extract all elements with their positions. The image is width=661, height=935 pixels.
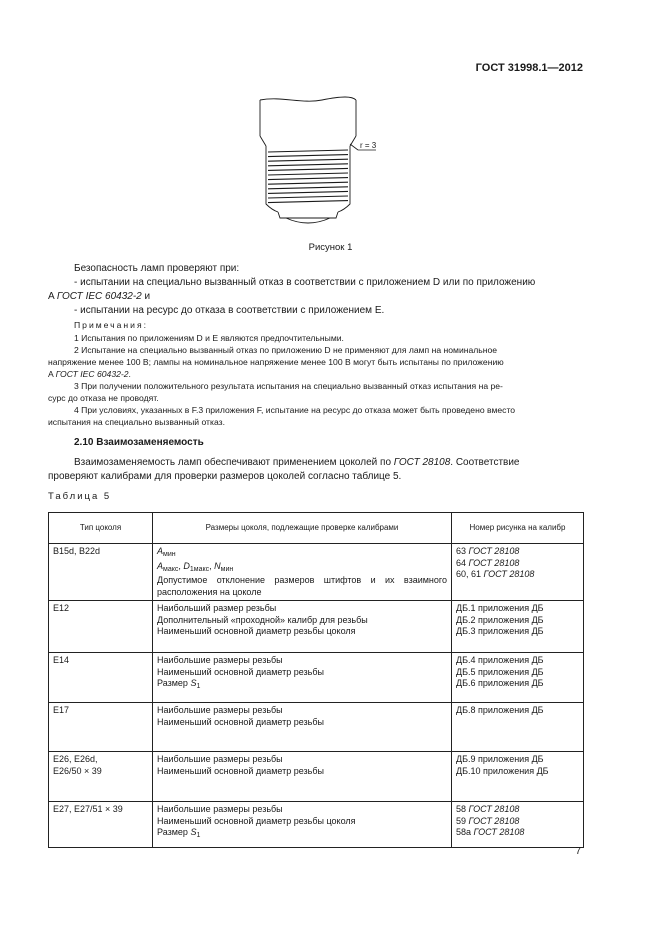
note-2-line-1: 2 Испытание на специально вызванный отказ по приложению D не применяют для ламп на номинальное — [74, 345, 498, 355]
thread-line — [268, 164, 348, 166]
cap-type-cell: E12 — [49, 601, 153, 653]
table-row — [49, 802, 584, 848]
table-row — [49, 752, 584, 802]
table-header-row — [49, 513, 584, 544]
cap-type-cell: E26, E26d, E26/50 × 39 — [49, 752, 153, 802]
section-para-line-1: Взаимозаменяемость ламп обеспечивают применением цоколей по ГОСТ 28108. Соответствие — [74, 457, 520, 468]
cap-type-cell: E27, E27/51 × 39 — [49, 802, 153, 848]
figure-ref-cell: 63 ГОСТ 28108 64 ГОСТ 28108 60, 61 ГОСТ 28108 — [452, 544, 584, 601]
thread-line — [268, 182, 348, 184]
page-number: 7 — [575, 846, 581, 857]
table-row — [49, 601, 584, 653]
thread-line — [268, 173, 348, 175]
cap-type-cell: E14 — [49, 653, 153, 703]
document-id: ГОСТ 31998.1—2012 — [475, 62, 583, 74]
thread-line — [268, 187, 348, 189]
table-row — [49, 703, 584, 752]
note-2-line-3: A ГОСТ IEC 60432-2. — [48, 369, 131, 379]
column-header-type: Тип цоколя — [49, 513, 153, 544]
thread-line — [268, 201, 348, 203]
thread-line — [268, 155, 348, 157]
thread-line — [268, 150, 348, 152]
figure-ref-cell: ДБ.1 приложения ДБ ДБ.2 приложения ДБ ДБ.3 приложения ДБ — [452, 601, 584, 653]
note-4-line-1: 4 При условиях, указанных в F.3 приложения F, испытание на ресурс до отказа может быть проведено вместо — [74, 405, 516, 415]
note-3-line-1: 3 При получении положительного результата испытания на специально вызванный отказ испытания на ре- — [74, 381, 503, 391]
notes-title: Примечания: — [74, 320, 149, 330]
lamp-cap-drawing — [252, 92, 382, 232]
intro-line-1: Безопасность ламп проверяют при: — [74, 263, 240, 274]
dimensions-cell: Наибольшие размеры резьбы Наименьший основной диаметр резьбы — [153, 752, 452, 802]
intro-line-4: - испытании на ресурс до отказа в соответствии с приложением E. — [74, 305, 385, 316]
section-title: 2.10 Взаимозаменяемость — [74, 437, 204, 448]
figure-ref-cell: 58 ГОСТ 28108 59 ГОСТ 28108 58а ГОСТ 28108 — [452, 802, 584, 848]
cap-type-cell: E17 — [49, 703, 153, 752]
thread-line — [268, 178, 348, 180]
thread-line — [268, 196, 348, 198]
figure-caption: Рисунок 1 — [308, 242, 353, 253]
intro-line-3: A ГОСТ IEC 60432-2 и — [48, 291, 151, 302]
figure-ref-cell: ДБ.8 приложения ДБ — [452, 703, 584, 752]
radius-label: r = 3 — [360, 141, 377, 150]
note-1: 1 Испытания по приложениям D и E являются предпочтительными. — [74, 333, 344, 343]
note-3-line-2: сурс до отказа не проводят. — [48, 393, 159, 403]
thread-line — [268, 168, 348, 170]
thread-line — [268, 191, 348, 193]
cap-type-cell: B15d, B22d — [49, 544, 153, 601]
dimensions-cell: Наибольшие размеры резьбы Наименьший основной диаметр резьбы Размер $S_1$ — [153, 653, 452, 703]
column-header-dimensions: Размеры цоколя, подлежащие проверке калибрами — [153, 513, 452, 544]
table-row — [49, 653, 584, 703]
column-header-figure: Номер рисунка на калибр — [452, 513, 584, 544]
dimensions-cell: Наибольшие размеры резьбы Наименьший основной диаметр резьбы — [153, 703, 452, 752]
intro-line-2: - испытании на специально вызванный отказ в соответствии с приложением D или по приложению — [74, 277, 536, 288]
note-2-line-2: напряжение менее 100 В; лампы на номинальное напряжение менее 100 В могут быть испытаны по приложению — [48, 357, 504, 367]
table-caption: Таблица 5 — [48, 491, 112, 502]
dimensions-cell: $A_{мин}$ $A_{макс}$, $D_{1макс}$, $N_{мин}$ Допустимое отклонение размеров штифтов и их взаимного расположения на цоколе — [153, 544, 452, 601]
dimensions-cell: Наибольший размер резьбы Дополнительный «проходной» калибр для резьбы Наименьший основной диаметр резьбы цоколя — [153, 601, 452, 653]
figure-ref-cell: ДБ.4 приложения ДБ ДБ.5 приложения ДБ ДБ.6 приложения ДБ — [452, 653, 584, 703]
note-4-line-2: испытания на специально вызванный отказ. — [48, 417, 225, 427]
section-para-line-2: проверяют калибрами для проверки размеров цоколей согласно таблице 5. — [48, 471, 402, 482]
thread-line — [268, 159, 348, 161]
table-row — [49, 544, 584, 601]
dimensions-cell: Наибольшие размеры резьбы Наименьший основной диаметр резьбы цоколя Размер $S_1$ — [153, 802, 452, 848]
gauge-table — [48, 512, 584, 848]
figure-ref-cell: ДБ.9 приложения ДБ ДБ.10 приложения ДБ — [452, 752, 584, 802]
